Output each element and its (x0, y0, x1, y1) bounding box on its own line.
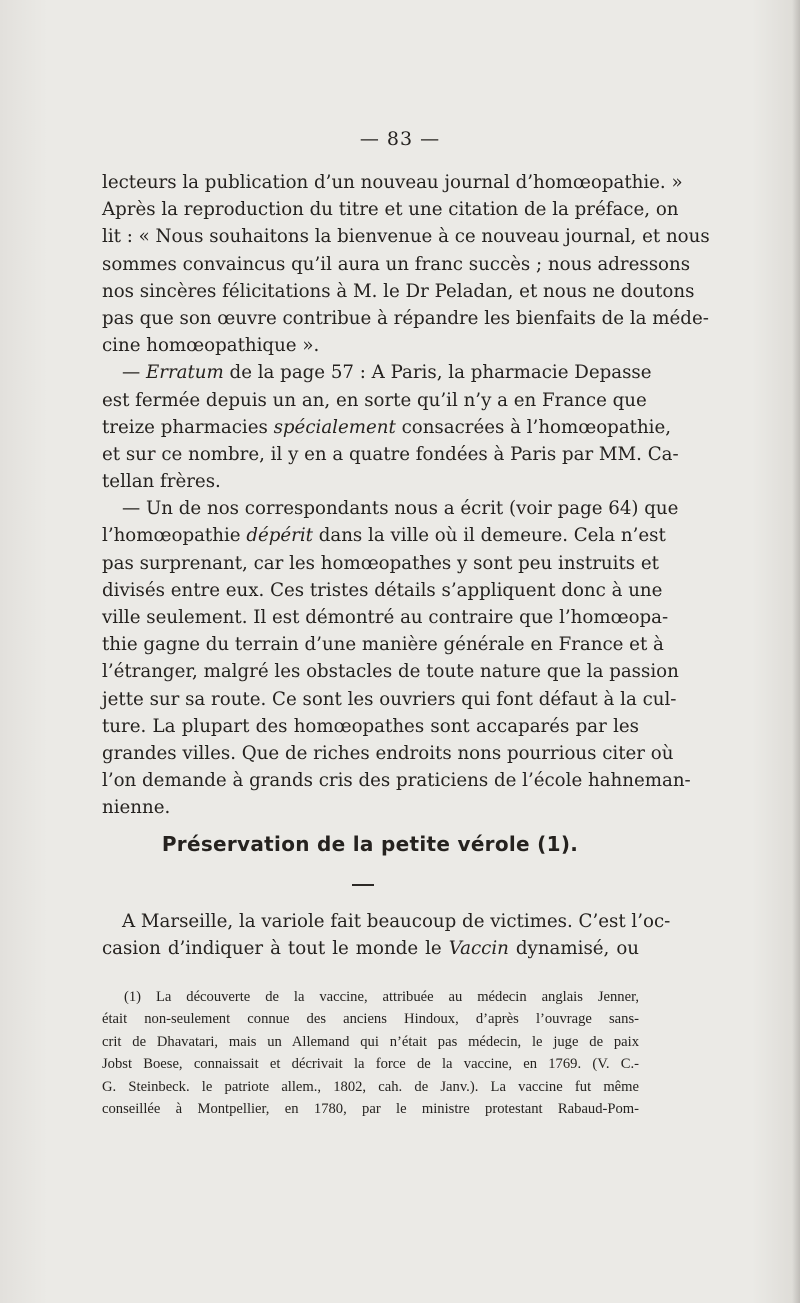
erratum-line (102, 359, 652, 386)
emphasis: Vaccin (448, 938, 509, 960)
text-line: pas surprenant, car les homœopathes y sont peu instruits et (102, 552, 659, 574)
erratum-label: Erratum (145, 362, 224, 384)
footnote-line: était non-seulement connue des anciens Hindoux, d’après l’ouvrage sans- (102, 1011, 639, 1028)
footnote-line: G. Steinbeck. le patriote allem., 1802, cah. de Janv.). La vaccine fut même (102, 1078, 639, 1095)
text-fragment: consacrées à l’homœopathie, (395, 416, 672, 438)
text-line (102, 935, 639, 962)
text-line (102, 522, 666, 549)
text-line: lecteurs la publication d’un nouveau journal d’homœopathie. » (102, 172, 683, 193)
text-line: sommes convaincus qu’il aura un franc succès ; nous adressons (102, 253, 691, 275)
text-fragment: treize pharmacies (102, 416, 274, 438)
footnote-line: crit de Dhavatari, mais un Allemand qui n’était pas médecin, le juge de paix (102, 1033, 639, 1050)
text-line: nienne. (102, 797, 171, 819)
text-line: pas que son œuvre contribue à répandre les bienfaits de la méde- (102, 307, 709, 329)
footnote-line: (1) La découverte de la vaccine, attribuée au médecin anglais Jenner, (124, 989, 639, 1005)
section-heading: Préservation de la petite vérole (1). (161, 832, 579, 856)
text-line: ville seulement. Il est démontré au contraire que l’homœopa- (102, 607, 669, 628)
text-line: — Un de nos correspondants nous a écrit (voir page 64) que (122, 498, 679, 520)
text-fragment: l’homœopathie (102, 525, 247, 547)
dash: — (122, 362, 146, 384)
emphasis: spécialement (273, 416, 396, 438)
text-line: l’on demande à grands cris des praticiens de l’école hahneman- (102, 770, 691, 792)
text-line: nos sincères félicitations à M. le Dr Peladan, et nous ne doutons (102, 280, 695, 302)
section-text (102, 908, 671, 962)
text-line: Après la reproduction du titre et une citation de la préface, on (102, 199, 679, 221)
text-line: A Marseille, la variole fait beaucoup de victimes. C’est l’oc- (122, 911, 671, 932)
page-edge-shadow (792, 0, 800, 1303)
footnote-line: conseillée à Montpellier, en 1780, par le ministre protestant Rabaud-Pom- (102, 1100, 639, 1117)
text-line: cine homœopathique ». (102, 335, 320, 357)
body-text (102, 169, 710, 822)
page-number: — 83 — (359, 128, 441, 150)
footnote (102, 986, 639, 1120)
emphasis: dépérit (246, 525, 313, 547)
text-fragment: casion d’indiquer à tout le monde le (102, 938, 449, 960)
text-line: est fermée depuis un an, en sorte qu’il n’y a en France que (102, 389, 647, 411)
footnote-line: Jobst Boese, connaissait et décrivait la force de la vaccine, en 1769. (V. C.- (102, 1056, 639, 1073)
text-line: l’étranger, malgré les obstacles de toute nature que la passion (102, 661, 679, 683)
section-rule (352, 884, 374, 886)
text-line: thie gagne du terrain d’une manière générale en France et à (102, 634, 664, 656)
text-line: jette sur sa route. Ce sont les ouvriers qui font défaut à la cul- (102, 688, 677, 710)
text-fragment: dynamisé, ou (508, 938, 639, 960)
text-line: et sur ce nombre, il y en a quatre fondées à Paris par MM. Ca- (102, 443, 679, 465)
text-line: ture. La plupart des homœopathes sont accaparés par les (102, 715, 639, 737)
text-line (102, 414, 672, 441)
text-line: divisés entre eux. Ces tristes détails s’appliquent donc à une (102, 579, 663, 601)
text-fragment: dans la ville où il demeure. Cela n’est (312, 525, 666, 547)
erratum-text: de la page 57 : A Paris, la pharmacie Depasse (223, 362, 652, 384)
text-line: lit : « Nous souhaitons la bienvenue à ce nouveau journal, et nous (102, 226, 710, 248)
text-line: tellan frères. (102, 471, 221, 493)
text-line: grandes villes. Que de riches endroits nons pourrious citer où (102, 742, 674, 764)
